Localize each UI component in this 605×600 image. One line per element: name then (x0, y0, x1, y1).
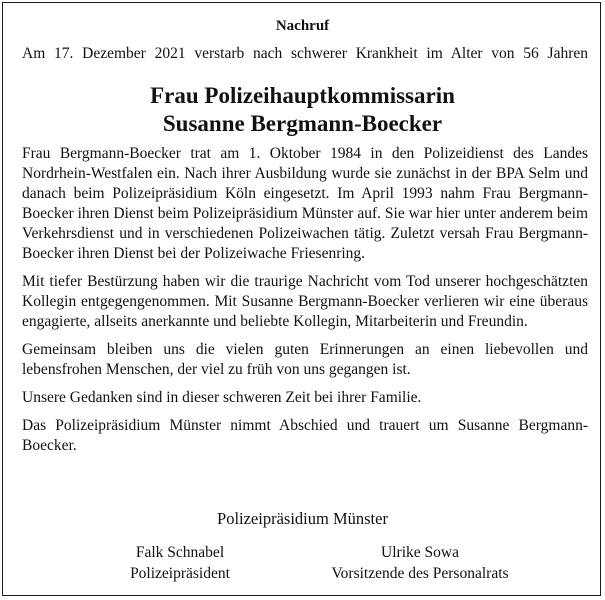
notice-heading: Nachruf (275, 18, 330, 34)
signature-left (70, 542, 290, 584)
paragraph-memories: Gemeinsam bleiben uns die vielen guten Erinnerungen an einen liebevollen und lebensfrohen Menschen, der viel zu früh von uns gegangen ist. (22, 341, 588, 378)
signature-right (310, 542, 530, 584)
paragraph-farewell: Das Polizeipräsidium Münster nimmt Abschied und trauert um Susanne Bergmann-Boecker. (22, 417, 588, 454)
signatory-name: Ulrike Sowa (381, 544, 459, 561)
signatory-name: Falk Schnabel (135, 544, 225, 561)
notice-intro: Am 17. Dezember 2021 verstarb nach schwerer Krankheit im Alter von 56 Jahren (22, 45, 588, 62)
notice-title (0, 82, 605, 138)
paragraph-condolence: Mit tiefer Bestürzung haben wir die traurige Nachricht vom Tod unserer hochgeschätzten Kollegin entgegengenommen. Mit Susanne Bergmann-Boecker verlieren wir eine überaus engagierte, allseits anerkannte und beliebte Kollegin, Mitarbeiterin und Freundin. (22, 273, 588, 330)
title-name: Susanne Bergmann-Boecker (162, 111, 443, 136)
signatory-role: Vorsitzende des Personalrats (331, 565, 509, 582)
notice-body (22, 144, 588, 464)
paragraph-career: Frau Bergmann-Boecker trat am 1. Oktober 1984 in den Polizeidienst des Landes Nordrhein-Westfalen ein. Nach ihrer Ausbildung wurde sie zunächst in der BPA Selm und danach beim Polizeipräsidium Köln eingesetzt. Im April 1993 nahm Frau Bergmann-Boecker ihren Dienst beim Polizeipräsidium Münster auf. Sie war hier unter anderem beim Verkehrsdienst und in verschiedenen Polizeiwachen tätig. Zuletzt versah Frau Bergmann-Boecker ihren Dienst bei der Polizeiwache Friesenring. (22, 145, 588, 262)
paragraph-family: Unsere Gedanken sind in dieser schweren Zeit bei ihrer Familie. (22, 389, 422, 406)
title-rank: Frau Polizeihauptkommissarin (150, 83, 455, 108)
organization-name: Polizeipräsidium Münster (217, 509, 388, 528)
signatory-role: Polizeipräsident (130, 565, 230, 582)
